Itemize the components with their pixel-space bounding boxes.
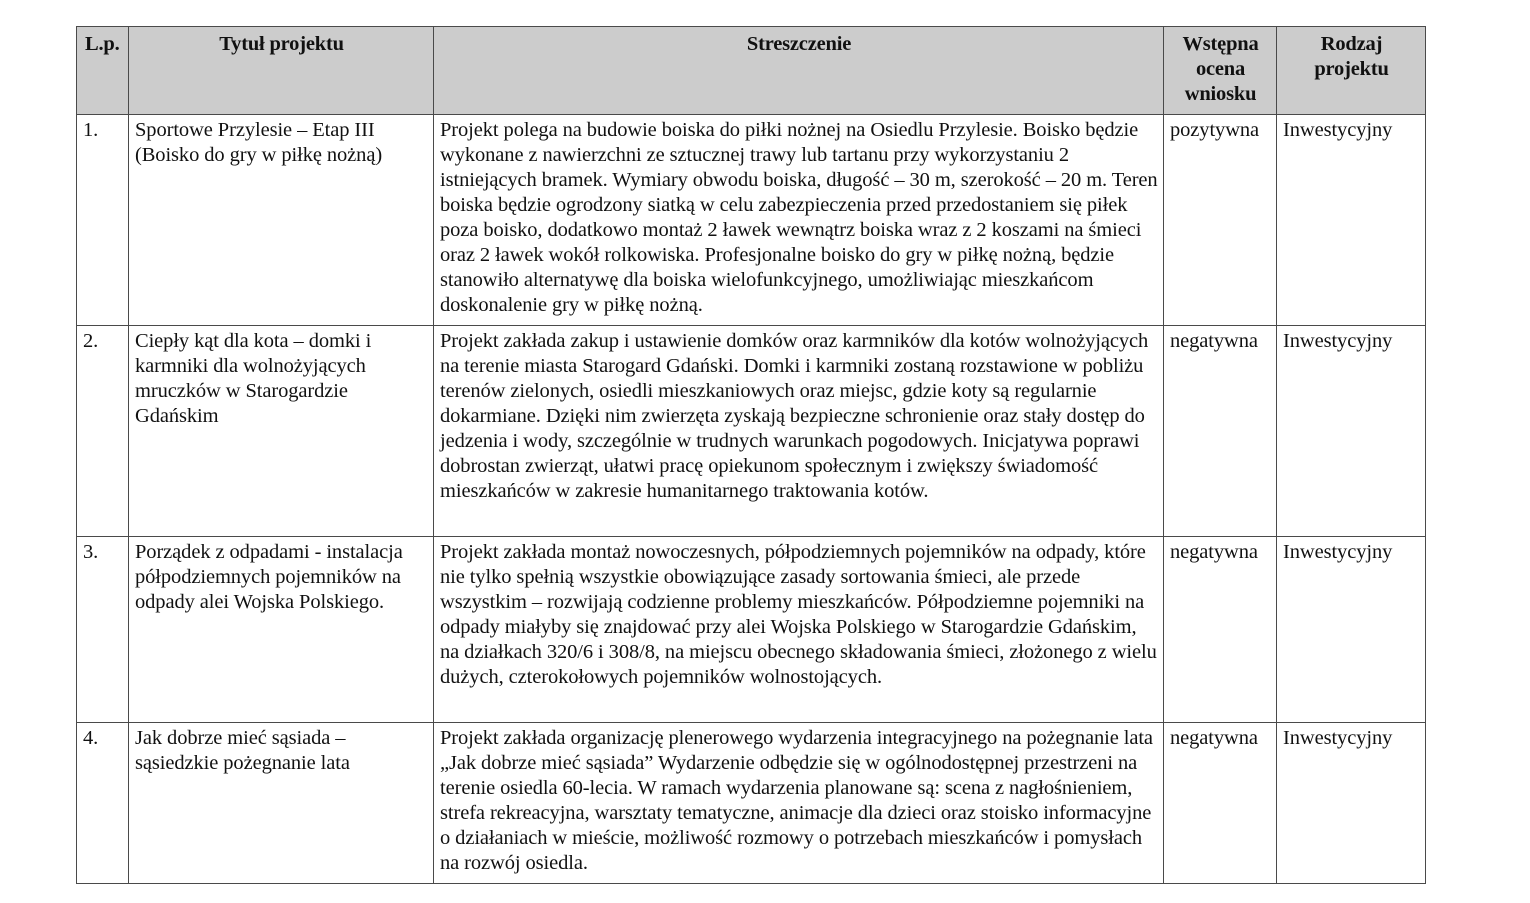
cell-summary: Projekt polega na budowie boiska do piłki nożnej na Osiedlu Przylesie. Boisko będzie wykonane z nawierzchni ze sztucznej trawy lub tartanu przy wykorzystaniu 2 istniejących bramek. Wymiary obwodu boiska, długość – 30 m, szerokość – 20 m. Teren boiska będzie ogrodzony siatką w celu zabezpieczenia przed przedostaniem się piłek poza boisko, dodatkowo montaż 2 ławek wewnątrz boiska wraz z 2 koszami na śmieci oraz 2 ławek wokół rolkowiska. Profesjonalne boisko do gry w piłkę nożną, będzie stanowiło alternatywę dla boiska wielofunkcyjnego, umożliwiając mieszkańcom doskonalenie gry w piłkę nożną. <box>434 115 1164 326</box>
cell-title: Ciepły kąt dla kota – domki i karmniki dla wolnożyjących mruczków w Starogardzie Gdańskim <box>129 326 434 537</box>
cell-summary: Projekt zakłada zakup i ustawienie domków oraz karmników dla kotów wolnożyjących na terenie miasta Starogard Gdański. Domki i karmniki zostaną rozstawione w pobliżu terenów zielonych, osiedli mieszkaniowych oraz miejsc, gdzie koty są regularnie dokarmiane. Dzięki nim zwierzęta zyskają bezpieczne schronienie oraz stały dostęp do jedzenia i wody, szczególnie w trudnych warunkach pogodowych. Inicjatywa poprawi dobrostan zwierząt, ułatwi pracę opiekunom społecznym i zwiększy świadomość mieszkańców w zakresie humanitarnego traktowania kotów. <box>434 326 1164 537</box>
cell-evaluation: negatywna <box>1164 326 1277 537</box>
header-title: Tytuł projektu <box>129 27 434 115</box>
cell-type: Inwestycyjny <box>1277 115 1426 326</box>
cell-title: Jak dobrze mieć sąsiada – sąsiedzkie pożegnanie lata <box>129 723 434 884</box>
header-row <box>77 27 1426 115</box>
header-summary: Streszczenie <box>434 27 1164 115</box>
cell-summary: Projekt zakłada organizację plenerowego wydarzenia integracyjnego na pożegnanie lata „Jak dobrze mieć sąsiada” Wydarzenie odbędzie się w ogólnodostępnej przestrzeni na terenie osiedla 60-lecia. W ramach wydarzenia planowane są: scena z nagłośnieniem, strefa rekreacyjna, warsztaty tematyczne, animacje dla dzieci oraz stoisko informacyjne o działaniach w mieście, możliwość rozmowy o potrzebach mieszkańców i pomysłach na rozwój osiedla. <box>434 723 1164 884</box>
header-evaluation: Wstępna ocena wniosku <box>1164 27 1277 115</box>
cell-summary: Projekt zakłada montaż nowoczesnych, półpodziemnych pojemników na odpady, które nie tylko spełnią wszystkie obowiązujące zasady sortowania śmieci, ale przede wszystkim – rozwijają codzienne problemy mieszkańców. Półpodziemne pojemniki na odpady miałyby się znajdować przy alei Wojska Polskiego w Starogardzie Gdańskim, na działkach 320/6 i 308/8, na miejscu obecnego składowania śmieci, złożonego z wielu dużych, czterokołowych pojemników wolnostojących. <box>434 537 1164 723</box>
table-body <box>77 115 1426 884</box>
table-row <box>77 537 1426 723</box>
cell-type: Inwestycyjny <box>1277 537 1426 723</box>
cell-lp: 3. <box>77 537 129 723</box>
cell-lp: 4. <box>77 723 129 884</box>
table-row <box>77 723 1426 884</box>
cell-evaluation: negatywna <box>1164 723 1277 884</box>
table-header <box>77 27 1426 115</box>
cell-evaluation: pozytywna <box>1164 115 1277 326</box>
table-row <box>77 326 1426 537</box>
cell-type: Inwestycyjny <box>1277 723 1426 884</box>
cell-lp: 2. <box>77 326 129 537</box>
table-row <box>77 115 1426 326</box>
cell-lp: 1. <box>77 115 129 326</box>
cell-type: Inwestycyjny <box>1277 326 1426 537</box>
cell-evaluation: negatywna <box>1164 537 1277 723</box>
header-type: Rodzaj projektu <box>1277 27 1426 115</box>
projects-table <box>76 26 1426 884</box>
cell-title: Porządek z odpadami - instalacja półpodziemnych pojemników na odpady alei Wojska Polskiego. <box>129 537 434 723</box>
header-lp: L.p. <box>77 27 129 115</box>
cell-title: Sportowe Przylesie – Etap III (Boisko do gry w piłkę nożną) <box>129 115 434 326</box>
